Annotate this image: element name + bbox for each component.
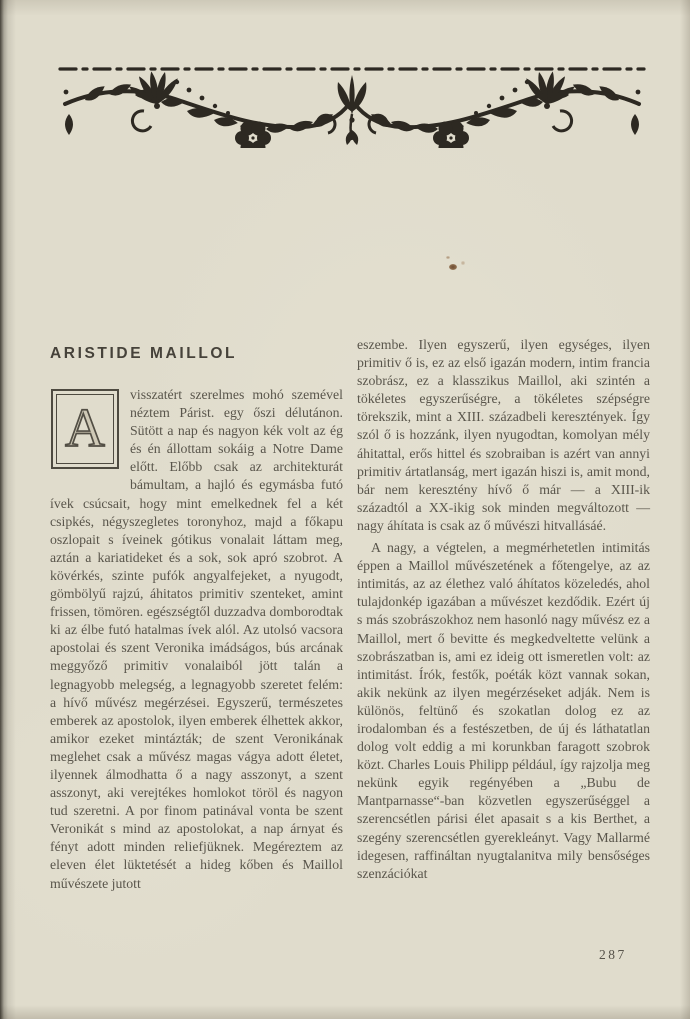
drop-cap-letter: A <box>65 396 105 458</box>
drop-cap-inner-frame <box>56 394 114 464</box>
article-title: ARISTIDE MAILLOL <box>50 345 238 363</box>
drop-cap-box <box>51 389 119 469</box>
stain-spot <box>449 264 457 270</box>
right-paragraph-1: eszembe. Ilyen egyszerű, ilyen egységes, ilyen primitiv ő is, ez az első igazán modern, intim francia szobrász, ez a klasszikus Maillol, aki szintén a tökéletes egyszerűségre, a tökéletes szépségre törekszik, mint a XIII. századbeli keresztények. Így szól ő is hozzánk, ilyen nyugodtan, komolyan mély áhitattal, erős hittel és szobraiban is azért van annyi primitiv ártatlanság, mert igazán hiszi is, amit mond, bár nem keresztény hívő ő már — a XIII-ik századtól a XX-ikig sok minden megváltozott — nagy áhítata is csak az ő művészi hitvallásáé. <box>357 337 650 533</box>
left-column <box>50 386 343 893</box>
left-paragraph <box>50 386 343 893</box>
floral-border-ornament <box>57 62 647 148</box>
left-paragraph-text: visszatért szerelmes mohó szemével néztem Párist. egy őszi délutánon. Sütött a nap és nagyon kék volt az ég és én állottam sokáig a Notre Dame előtt. Előbb csak az architekturát bámultam, a hajló és egymásba futó ívek csúcsait, hogy mint emelkednek fel a két csipkés, négyszegletes toronyhoz, majd a főkapu oszlopait s íveinek gótikus vonalait láttam meg, aztán a kariatideket és a sok, sok apró szobrot. A kövérkés, szinte pufók angyalfejeket, a nyugodt, gömbölyű rajzú, áhitatos primitiv szenteket, amint frissen, tömören. egészségtől duzzadva domborodtak ki az élbe futó hatalmas ívek alól. Az utolsó vacsora apostolai és szent Veronika imádságos, bús arcának meggyőző primitiv vonalaiból jött talán a legnagyobb melegség, a legnagyobb szeretet felém: a hívő művész megérzései. Egyszerű, természetes emberek az apostolok, ilyen emberek élhettek akkor, amikor ezeket mintázták; de szent Veronikának meglehet csak a művész magas vágya adott életet, ilyennek álmodhatta ő a nagy asszonyt, a szent asszonyt, aki verejtékes homlokot töröl és nagyon tud szeretni. A por finom patinával vonta be szent Veronikát s mind az apostolokat, a nap árnyat és fényt adott minden reliefjüknek. Megéreztem az eleven élet lüktetését a hideg kőben és Maillol művészete jutott <box>50 387 343 891</box>
stain-spot <box>461 261 465 265</box>
right-column <box>357 336 650 883</box>
stain-spot <box>446 256 450 259</box>
right-paragraph-2: A nagy, a végtelen, a megmérhetetlen intimitás éppen a Maillol művészetének a főtengelye, az az intimitás, az az élethez való áhítatos közeledés, ahol tulajdonkép igazában a művészet kezdődik. Ezért új s más szobrászokhoz nem hasonló nagy művész ez a Maillol, mert ő bevitte és megkedveltette velünk a szobrászatban is, ami ez ideig ott ismeretlen volt: az intimitást. Írók, festők, poéták közt vannak sokan, akik nekünk az ilyen megérzéseket adják. Nem is különös, feltünő és szokatlan dolog ez az irodalomban és a festészetben, de új és láthatatlan dolog volt eddig a mi korunkban faragott szobrok közt. Charles Louis Philipp például, így rajzolja meg nekünk egyik regényében a „Bubu de Mantparnasse“-ban közvetlen egyszerűséggel a szerencsétlen párisi élet apasait s a kis Berthet, a szegény szerencsétlen gyerekleányt. Vagy Mallarmé idegesen, raffináltan nyugtalanitva mily bensőséges szenzációkat <box>357 540 650 881</box>
page-number: 287 <box>599 947 627 962</box>
